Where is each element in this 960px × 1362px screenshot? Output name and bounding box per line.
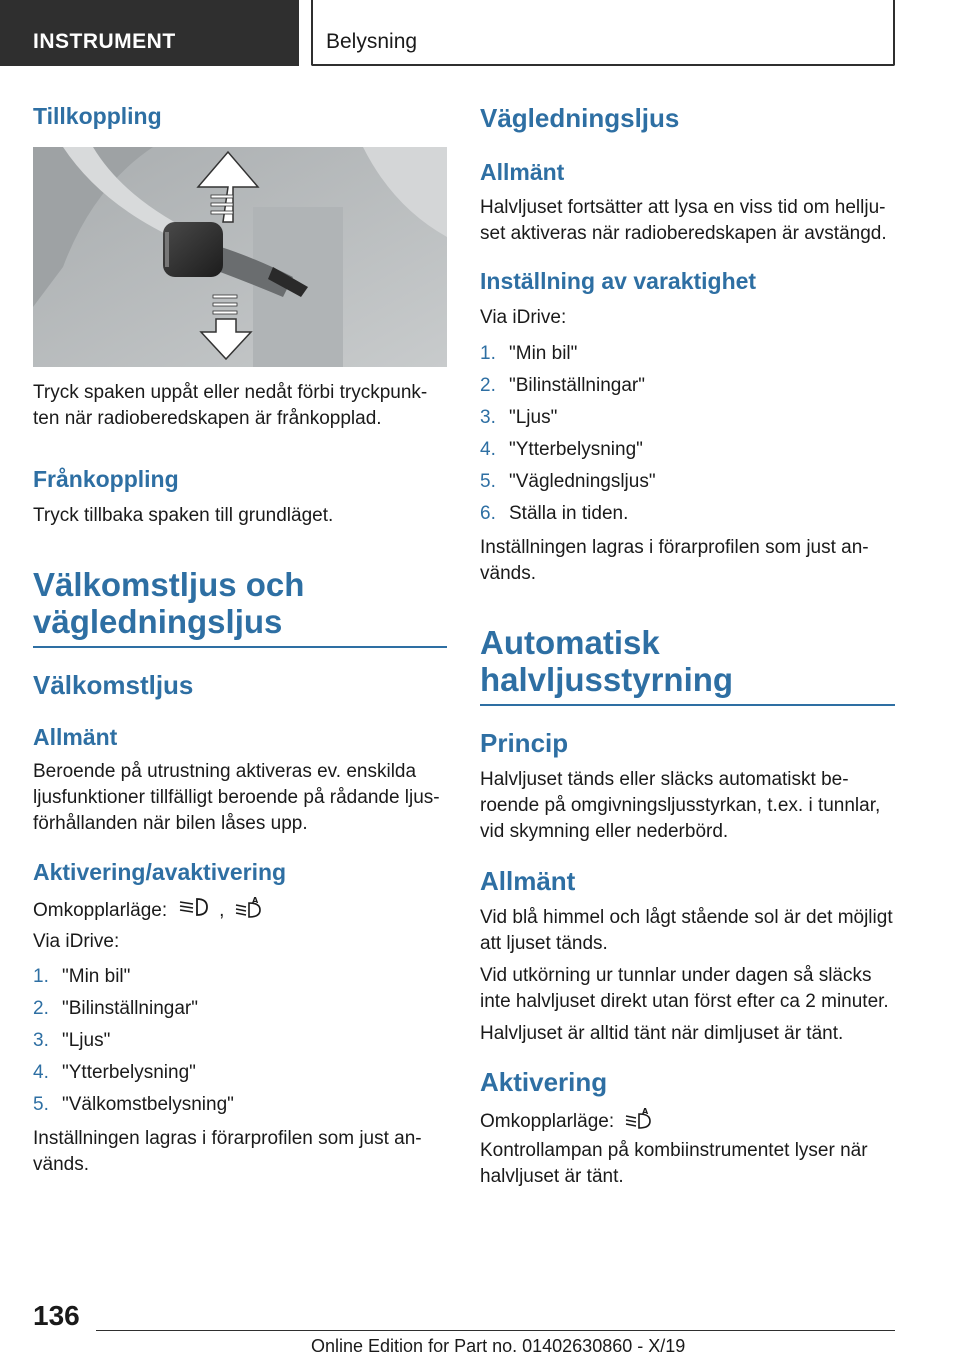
list-item-text: "Ljus" bbox=[509, 407, 558, 428]
allmant-text-3: förhållanden när bilen låses upp. bbox=[33, 813, 308, 834]
big-title-line-2: vägledningsljus bbox=[33, 603, 283, 640]
princip-text-3: vid skymning eller nederbörd. bbox=[480, 821, 729, 842]
big-title-line-2: halvljusstyrning bbox=[480, 661, 734, 698]
right-saved-text-2: vänds. bbox=[480, 563, 536, 584]
allmant2-text-1: Vid blå himmel och lågt stående sol är det möjligt bbox=[480, 907, 893, 928]
vagledning-heading: Vägledningsljus bbox=[480, 103, 680, 133]
valkomstljus-chapter-heading bbox=[33, 566, 447, 648]
frankoppling-heading: Frånkoppling bbox=[33, 466, 179, 492]
list-item-text: "Min bil" bbox=[509, 343, 578, 364]
svg-text:A: A bbox=[252, 896, 259, 905]
omkopplar-separator: , bbox=[219, 900, 225, 921]
allmant-text-2: ljusfunktioner tillfälligt beroende på rådande ljus- bbox=[33, 787, 440, 808]
right-steps-list bbox=[480, 343, 895, 535]
tillkoppling-heading: Tillkoppling bbox=[33, 103, 162, 129]
list-item bbox=[33, 998, 447, 1030]
chapter-title: Belysning bbox=[326, 30, 418, 53]
list-item-text: "Min bil" bbox=[62, 966, 131, 987]
frankoppling-text: Tryck tillbaka spaken till grundläget. bbox=[33, 505, 334, 526]
list-item bbox=[33, 1030, 447, 1062]
right-allmant2-heading: Allmänt bbox=[480, 866, 576, 896]
allmant2-text-4: inte halvljuset direkt utan först efter ca 2 minuter. bbox=[480, 991, 889, 1012]
low-beam-icon bbox=[177, 896, 211, 926]
list-item-number: 5. bbox=[480, 471, 496, 492]
auto-light-icon bbox=[234, 895, 264, 927]
right-via-idrive-label: Via iDrive: bbox=[480, 307, 567, 328]
left-saved-text-1: Inställningen lagras i förarprofilen som just an- bbox=[33, 1128, 422, 1149]
tillkoppling-text-2: ten när radioberedskapen är frånkopplad. bbox=[33, 408, 382, 429]
right-allmant-heading: Allmänt bbox=[480, 159, 565, 185]
list-item bbox=[480, 375, 895, 407]
section-tab bbox=[0, 0, 299, 66]
heading-rule bbox=[480, 704, 895, 706]
list-item bbox=[480, 471, 895, 503]
list-item bbox=[480, 407, 895, 439]
list-item-text: "Bilinställningar" bbox=[62, 998, 198, 1019]
list-item-text: "Ytterbelysning" bbox=[62, 1062, 196, 1083]
aktivering-heading: Aktivering bbox=[480, 1067, 608, 1097]
light-stalk-photo bbox=[33, 147, 447, 367]
auto-light-icon bbox=[624, 1106, 654, 1138]
tillkoppling-text-1: Tryck spaken uppåt eller nedåt förbi tryckpunk- bbox=[33, 382, 428, 403]
list-item-number: 1. bbox=[33, 966, 49, 987]
allmant2-text-3: Vid utkörning ur tunnlar under dagen så släcks bbox=[480, 965, 872, 986]
list-item-text: "Bilinställningar" bbox=[509, 375, 645, 396]
big-title-line-1: Automatisk bbox=[480, 624, 660, 661]
footer-edition: Online Edition for Part no. 01402630860 - X/19 bbox=[311, 1336, 686, 1356]
via-idrive-label: Via iDrive: bbox=[33, 931, 120, 952]
allmant2-text-2: att ljuset tänds. bbox=[480, 933, 608, 954]
halvljus-chapter-heading bbox=[480, 624, 895, 706]
valkomstljus-heading: Välkomstljus bbox=[33, 670, 194, 700]
list-item-number: 3. bbox=[33, 1030, 49, 1051]
list-item bbox=[33, 1094, 447, 1126]
svg-text:A: A bbox=[642, 1107, 649, 1116]
list-item-number: 3. bbox=[480, 407, 496, 428]
omkopplar-label: Omkopplarläge: bbox=[33, 900, 168, 921]
list-item-number: 1. bbox=[480, 343, 496, 364]
page-number: 136 bbox=[33, 1300, 80, 1331]
list-item bbox=[33, 966, 447, 998]
princip-text-1: Halvljuset tänds eller släcks automatiskt be- bbox=[480, 769, 849, 790]
allmant-heading: Allmänt bbox=[33, 724, 118, 750]
list-item-text: "Ytterbelysning" bbox=[509, 439, 643, 460]
list-item-number: 2. bbox=[33, 998, 49, 1019]
right-allmant-text-1: Halvljuset fortsätter att lysa en viss tid om hellju- bbox=[480, 197, 886, 218]
right-omkopplar-line bbox=[480, 1106, 654, 1138]
aktivering-heading: Aktivering/avaktivering bbox=[33, 859, 287, 885]
list-item bbox=[480, 343, 895, 375]
list-item bbox=[480, 439, 895, 471]
left-saved-text-2: vänds. bbox=[33, 1154, 89, 1175]
right-allmant-text-2: set aktiveras när radioberedskapen är avstängd. bbox=[480, 223, 887, 244]
list-item-number: 2. bbox=[480, 375, 496, 396]
list-item-number: 5. bbox=[33, 1094, 49, 1115]
list-item bbox=[480, 503, 895, 535]
list-item-text: "Välkomstbelysning" bbox=[62, 1094, 234, 1115]
footer-rule bbox=[96, 1330, 895, 1331]
allmant2-text-5: Halvljuset är alltid tänt när dimljuset är tänt. bbox=[480, 1023, 844, 1044]
princip-text-2: roende på omgivningsljusstyrkan, t.ex. i tunnlar, bbox=[480, 795, 881, 816]
installning-heading: Inställning av varaktighet bbox=[480, 268, 757, 294]
section-title: INSTRUMENT bbox=[33, 30, 176, 53]
list-item-number: 4. bbox=[480, 439, 496, 460]
omkopplar-label: Omkopplarläge: bbox=[480, 1111, 615, 1132]
list-item bbox=[33, 1062, 447, 1094]
page-header bbox=[0, 0, 960, 66]
chapter-tab bbox=[311, 0, 895, 66]
list-item-text: "Ljus" bbox=[62, 1030, 111, 1051]
heading-rule bbox=[33, 646, 447, 648]
list-item-text: Ställa in tiden. bbox=[509, 503, 629, 524]
kontroll-text-2: halvljuset är tänt. bbox=[480, 1166, 624, 1187]
right-saved-text-1: Inställningen lagras i förarprofilen som just an- bbox=[480, 537, 869, 558]
kontroll-text-1: Kontrollampan på kombiinstrumentet lyser när bbox=[480, 1140, 868, 1161]
left-steps-list bbox=[33, 966, 447, 1126]
list-item-number: 4. bbox=[33, 1062, 49, 1083]
omkopplar-line bbox=[33, 895, 264, 927]
princip-heading: Princip bbox=[480, 728, 569, 758]
allmant-text-1: Beroende på utrustning aktiveras ev. enskilda bbox=[33, 761, 417, 782]
big-title-line-1: Välkomstljus och bbox=[33, 566, 305, 603]
list-item-number: 6. bbox=[480, 503, 496, 524]
list-item-text: "Vägledningsljus" bbox=[509, 471, 656, 492]
